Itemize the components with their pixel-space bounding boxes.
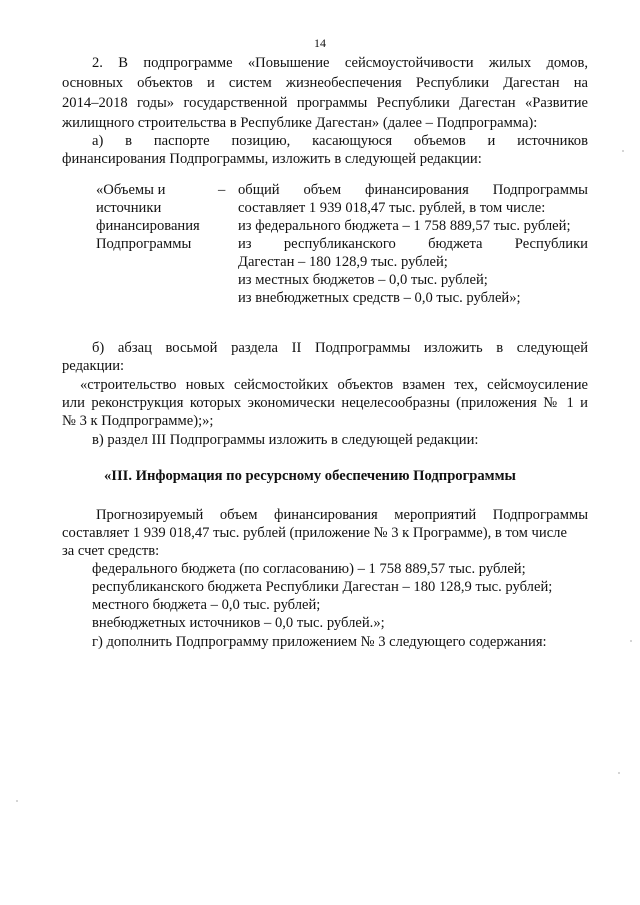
scan-speck bbox=[630, 640, 632, 642]
paragraph-a-line-2: финансирования Подпрограммы, изложить в следующей редакции: bbox=[62, 151, 482, 167]
section-b-line-4: или реконструкция которых экономически нецелесообразны (приложения № 1 и bbox=[62, 395, 588, 411]
section-g-line: г) дополнить Подпрограмму приложением № 3 следующего содержания: bbox=[92, 634, 547, 650]
section-b-line-3: «строительство новых сейсмостойких объектов взамен тех, сейсмоусиление bbox=[80, 377, 588, 393]
paragraph-a-line-1: а) в паспорте позицию, касающуюся объемов и источников bbox=[92, 133, 588, 149]
paragraph-2-line-3: 2014–2018 годы» государственной программы Республики Дагестан «Развитие bbox=[62, 95, 588, 111]
page-number: 14 bbox=[314, 36, 326, 50]
passport-label-line-1: «Объемы и bbox=[96, 182, 166, 198]
paragraph-2-line-2: основных объектов и систем жизнеобеспечения Республики Дагестан на bbox=[62, 75, 588, 91]
section-heading: «III. Информация по ресурсному обеспечению Подпрограммы bbox=[104, 468, 516, 484]
passport-value-line-1: общий объем финансирования Подпрограммы bbox=[238, 182, 588, 198]
passport-value-line-2: составляет 1 939 018,47 тыс. рублей, в том числе: bbox=[238, 200, 546, 216]
resources-line-7: внебюджетных источников – 0,0 тыс. рублей.»; bbox=[92, 615, 385, 631]
paragraph-2-line-4: жилищного строительства в Республике Дагестан» (далее – Подпрограмма): bbox=[62, 115, 538, 131]
passport-label-line-2: источники bbox=[96, 200, 162, 216]
passport-value-line-4: из республиканского бюджета Республики bbox=[238, 236, 588, 252]
passport-label-line-3: финансирования bbox=[96, 218, 200, 234]
passport-value-line-3: из федерального бюджета – 1 758 889,57 тыс. рублей; bbox=[238, 218, 571, 234]
scan-speck bbox=[16, 800, 18, 802]
passport-value-line-6: из местных бюджетов – 0,0 тыс. рублей; bbox=[238, 272, 488, 288]
passport-dash: – bbox=[218, 182, 226, 198]
passport-value-line-5: Дагестан – 180 128,9 тыс. рублей; bbox=[238, 254, 448, 270]
passport-label-line-4: Подпрограммы bbox=[96, 236, 192, 252]
passport-value-line-7: из внебюджетных средств – 0,0 тыс. рублей»; bbox=[238, 290, 521, 306]
resources-line-1: Прогнозируемый объем финансирования мероприятий Подпрограммы bbox=[96, 507, 588, 523]
resources-line-3: за счет средств: bbox=[62, 543, 160, 559]
scan-speck bbox=[622, 150, 624, 152]
scan-speck bbox=[618, 772, 620, 774]
resources-line-2: составляет 1 939 018,47 тыс. рублей (приложение № 3 к Программе), в том числе bbox=[62, 525, 567, 541]
section-b-line-5: № 3 к Подпрограмме);»; bbox=[62, 413, 214, 429]
section-b-line-2: редакции: bbox=[62, 358, 125, 374]
section-b-line-1: б) абзац восьмой раздела II Подпрограммы изложить в следующей bbox=[92, 340, 588, 356]
resources-line-5: республиканского бюджета Республики Дагестан – 180 128,9 тыс. рублей; bbox=[92, 579, 553, 595]
resources-line-6: местного бюджета – 0,0 тыс. рублей; bbox=[92, 597, 321, 613]
resources-line-4: федерального бюджета (по согласованию) – 1 758 889,57 тыс. рублей; bbox=[92, 561, 526, 577]
section-v-line: в) раздел III Подпрограммы изложить в следующей редакции: bbox=[92, 432, 479, 448]
paragraph-2-line-1: 2. В подпрограмме «Повышение сейсмоустойчивости жилых домов, bbox=[92, 55, 588, 71]
